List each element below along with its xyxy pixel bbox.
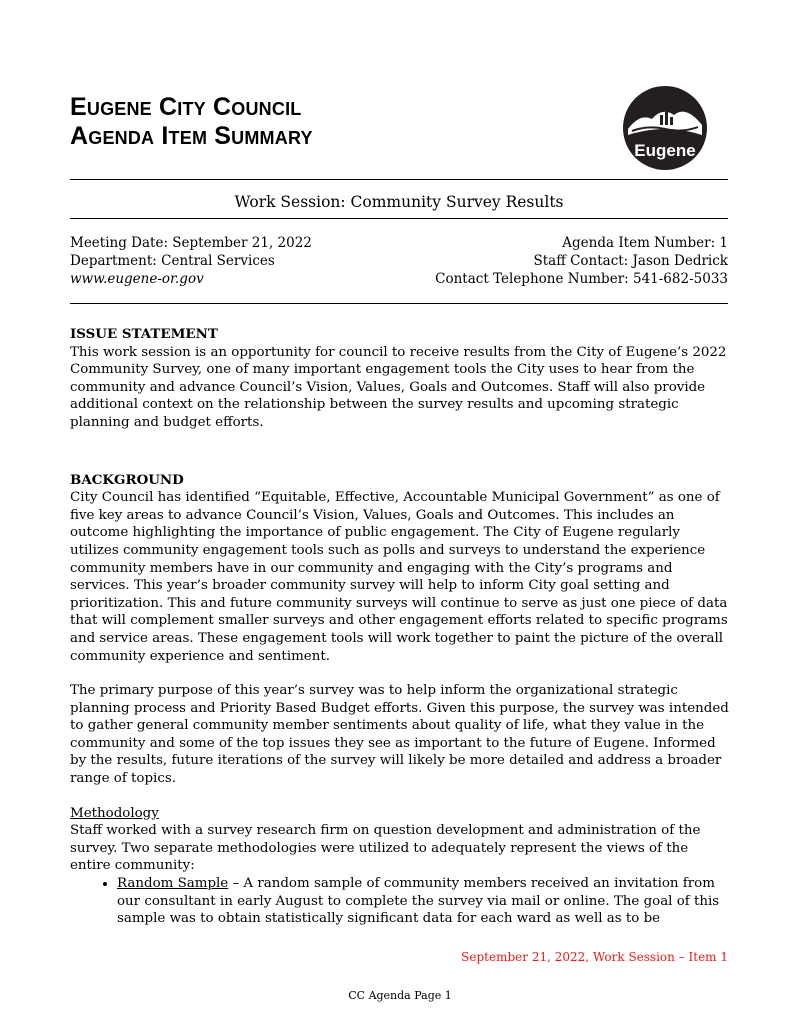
meta-row-2 [70,252,728,270]
document-body [70,326,732,928]
title-line-2: Agenda Item Summary [70,122,313,150]
methodology-list [70,875,732,928]
contact-telephone: Contact Telephone Number: 541-682-5033 [435,271,728,287]
eugene-logo-icon [622,85,708,171]
document-title [70,93,313,151]
agenda-item-number: Agenda Item Number: 1 [562,235,728,251]
department: Department: Central Services [70,253,275,269]
methodology-heading: Methodology [70,805,159,821]
page-number: CC Agenda Page 1 [348,989,452,1002]
list-item [117,875,732,928]
random-sample-text: – A random sample of community members received an invitation from our consultant in early August to complete the survey via mail or online. The goal of this sample was to obtain statistically significant data for each ward as well as to be [117,876,720,927]
background-heading: BACKGROUND [70,471,184,488]
website-link[interactable]: www.eugene-or.gov [70,271,204,287]
meta-row-1 [70,234,728,252]
title-line-1: Eugene City Council [70,93,302,121]
divider-middle [70,218,728,219]
divider-top [70,179,728,180]
meta-row-3 [70,270,728,288]
meeting-date: Meeting Date: September 21, 2022 [70,235,312,251]
divider-bottom [70,303,728,304]
staff-contact: Staff Contact: Jason Dedrick [533,253,728,269]
random-sample-label: Random Sample [117,876,229,892]
meeting-info [70,234,728,288]
issue-statement-heading: ISSUE STATEMENT [70,326,218,342]
session-title: Work Session: Community Survey Results [234,193,564,211]
background-paragraph-1: City Council has identified “Equitable, Effective, Accountable Municipal Government” as one of five key areas to advance Council’s Vision, Values, Goals and Outcomes. This includes an outcome highlighting the importance of public engagement. The City of Eugene regularly utilizes community engagement tools such as polls and surveys to understand the experience community members have in our community and engaging with the City’s programs and services. This year’s broader community survey will help to inform City goal setting and prioritization. This and future community surveys will continue to serve as just one piece of data that will complement smaller surveys and other engagement efforts related to specific programs and service areas. These engagement tools will work together to paint the picture of the overall community experience and sentiment. [70,490,728,664]
footer-reference: September 21, 2022, Work Session – Item 1 [461,950,728,964]
methodology-text: Staff worked with a survey research firm on question development and administration of the survey. Two separate methodologies were utilized to adequately represent the views of the entire community: [70,823,701,874]
background-paragraph-2: The primary purpose of this year’s survey was to help inform the organizational strategic planning process and Priority Based Budget efforts. Given this purpose, the survey was intended to gather general community member sentiments about quality of life, what they value in the community and some of the top issues they see as important to the future of Eugene. Informed by the results, future iterations of the survey will likely be more detailed and address a broader range of topics. [70,683,729,787]
logo-wordmark: Eugene [634,141,696,160]
issue-statement-text: This work session is an opportunity for council to receive results from the City of Eugene’s 2022 Community Survey, one of many important engagement tools the City uses to hear from the community and advance Council’s Vision, Values, Goals and Outcomes. Staff will also provide additional context on the relationship between the survey results and upcoming strategic planning and budget efforts. [70,344,727,430]
